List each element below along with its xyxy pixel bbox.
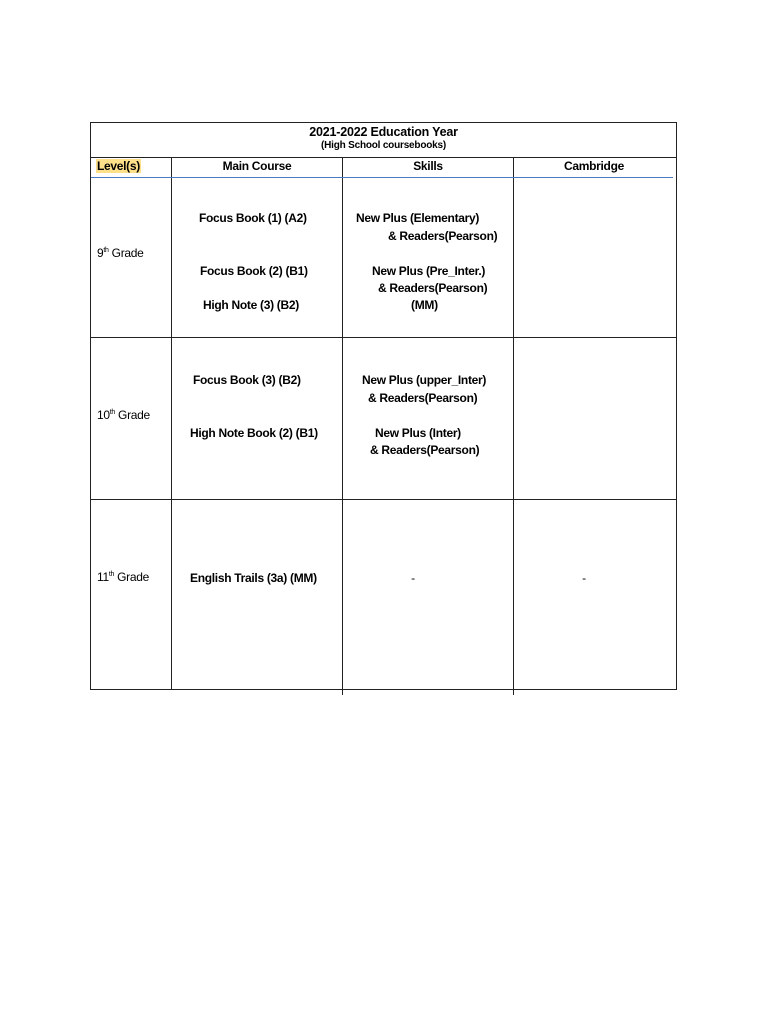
header-cambridge: Cambridge	[564, 159, 624, 173]
level-number: 9	[97, 246, 104, 260]
row-divider-2	[91, 499, 676, 500]
level-word: Grade	[115, 408, 150, 422]
table-title: 2021-2022 Education Year	[309, 125, 458, 139]
column-divider-2	[342, 157, 343, 695]
level-suffix: th	[103, 247, 109, 254]
row-10th-skills-1: New Plus (upper_Inter)	[362, 373, 487, 387]
row-10th-main-1: Focus Book (3) (B2)	[193, 373, 301, 387]
row-9th-level	[97, 246, 144, 260]
row-divider-1	[91, 337, 676, 338]
row-9th-skills-3: New Plus (Pre_Inter.)	[372, 264, 486, 278]
table-subtitle: (High School coursebooks)	[320, 140, 446, 151]
header-main-course: Main Course	[222, 159, 292, 173]
row-11th-cambridge: -	[582, 571, 586, 585]
row-9th-main-3: High Note (3) (B2)	[203, 298, 299, 312]
row-9th-skills-4: & Readers(Pearson)	[378, 281, 488, 295]
header-skills: Skills	[413, 159, 443, 173]
header-level-label: Level(s)	[97, 159, 140, 173]
row-10th-skills-3: New Plus (Inter)	[375, 426, 461, 440]
level-word: Grade	[114, 570, 149, 584]
level-suffix: th	[109, 409, 115, 416]
row-9th-main-1: Focus Book (1) (A2)	[199, 211, 307, 225]
row-10th-skills-2: & Readers(Pearson)	[368, 391, 478, 405]
column-divider-1	[171, 157, 172, 689]
row-9th-skills-5: (MM)	[411, 298, 438, 312]
header-level	[96, 159, 141, 173]
row-9th-main-2: Focus Book (2) (B1)	[200, 264, 308, 278]
level-suffix: th	[108, 571, 115, 578]
row-11th-level	[97, 570, 149, 584]
level-number: 10	[97, 408, 110, 422]
table-title-block	[91, 123, 676, 158]
level-number: 11	[97, 570, 109, 584]
coursebook-table	[90, 122, 677, 690]
level-word: Grade	[108, 246, 144, 260]
column-divider-3	[513, 157, 514, 695]
row-10th-skills-4: & Readers(Pearson)	[370, 443, 480, 457]
row-9th-skills-1: New Plus (Elementary)	[356, 211, 480, 225]
header-rule	[91, 177, 673, 178]
row-9th-skills-2: & Readers(Pearson)	[388, 229, 498, 243]
row-11th-main-1: English Trails (3a) (MM)	[190, 571, 317, 585]
row-10th-main-2: High Note Book (2) (B1)	[190, 426, 318, 440]
row-11th-skills: -	[411, 571, 415, 585]
row-10th-level	[97, 408, 150, 422]
